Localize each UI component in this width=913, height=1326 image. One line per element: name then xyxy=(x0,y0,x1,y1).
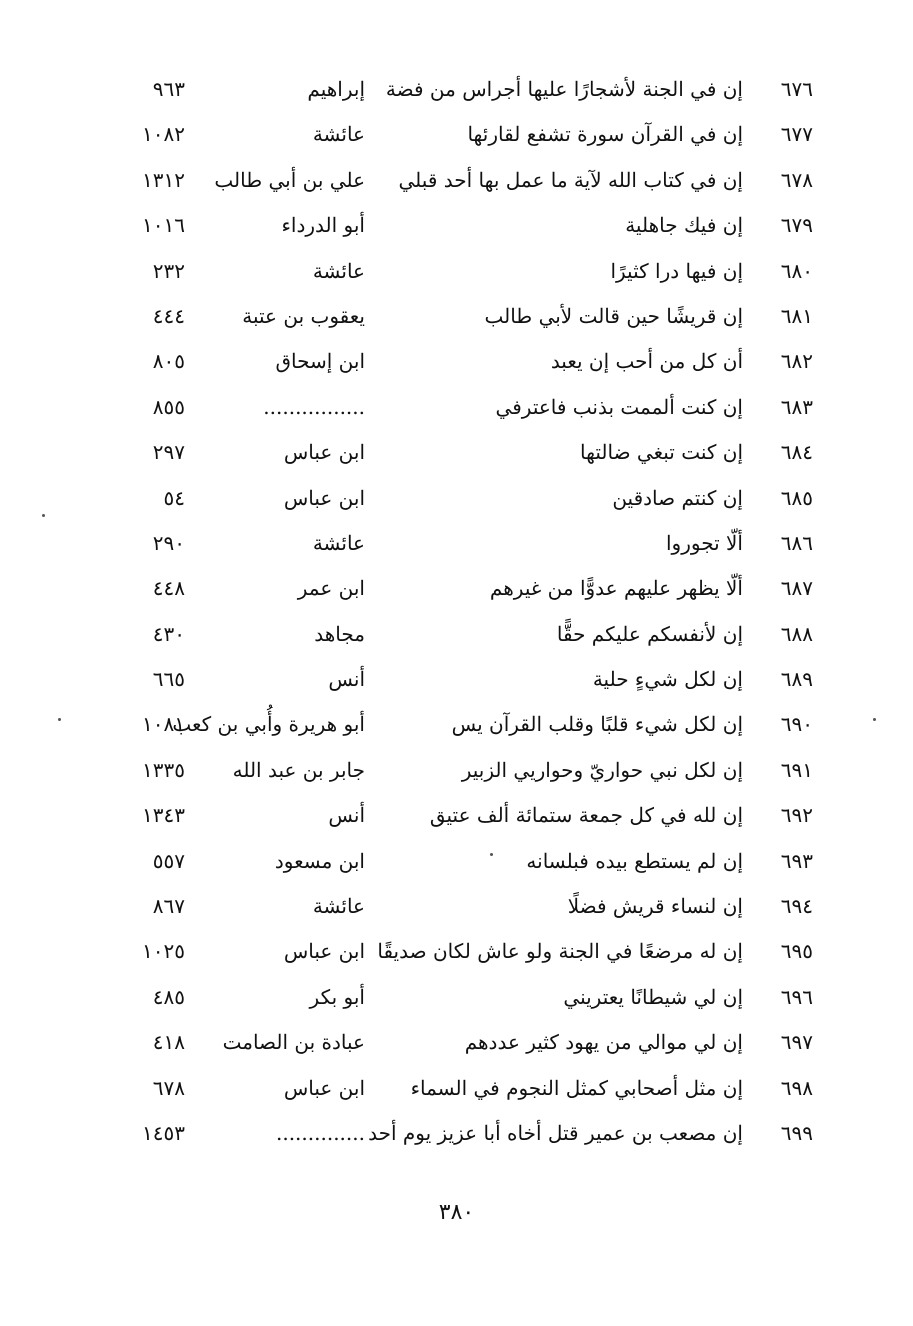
hadith-text: إن كنت تبغي ضالتها xyxy=(580,440,743,465)
page-reference: ١٠١٦ xyxy=(142,213,185,238)
narrator-name: عبادة بن الصامت xyxy=(222,1030,365,1055)
index-row xyxy=(0,796,913,841)
entry-number: ٦٩٨ xyxy=(780,1075,813,1100)
page-reference: ١٣١٢ xyxy=(142,167,185,192)
hadith-text: إن فيك جاهلية xyxy=(625,213,743,238)
entry-number: ٦٩٣ xyxy=(780,848,813,873)
hadith-text: إن لنساء قريش فضلًا xyxy=(567,894,743,919)
page-reference: ١٣٣٥ xyxy=(142,757,185,782)
page-reference: ٥٤ xyxy=(163,485,185,510)
entry-number: ٦٨٤ xyxy=(780,440,813,465)
page-reference: ٤١٨ xyxy=(152,1030,185,1055)
narrator-name: أنس xyxy=(328,803,365,828)
hadith-text: ألّا تجوروا xyxy=(665,530,743,555)
index-row xyxy=(0,751,913,796)
narrator-name: إبراهيم xyxy=(307,77,365,101)
narrator-name: ابن إسحاق xyxy=(275,349,365,374)
index-row xyxy=(0,1114,913,1159)
page-reference: ٨٦٧ xyxy=(152,894,185,919)
index-row xyxy=(0,705,913,750)
narrator-name: مجاهد xyxy=(314,621,365,646)
hadith-text: إن كنتم صادقين xyxy=(612,485,743,510)
page-reference: ٢٣٢ xyxy=(152,258,185,283)
page-reference: ٤٤٨ xyxy=(152,576,185,601)
index-row xyxy=(0,615,913,660)
entry-number: ٦٩٧ xyxy=(780,1030,813,1055)
index-row xyxy=(0,342,913,387)
hadith-text: إن له مرضعًا في الجنة ولو عاش لكان صديقًا xyxy=(377,939,743,964)
entry-number: ٦٩٦ xyxy=(780,984,813,1009)
entry-number: ٦٨٠ xyxy=(780,258,813,283)
narrator-name: ابن عباس xyxy=(283,440,365,465)
hadith-text: إن لكل شيء قلبًا وقلب القرآن يس xyxy=(451,712,743,737)
scan-speck xyxy=(42,514,45,517)
entry-number: ٦٨٥ xyxy=(780,485,813,510)
hadith-text: إن لم يستطع بيده فبلسانه xyxy=(526,848,743,873)
index-row xyxy=(0,297,913,342)
hadith-text: إن مثل أصحابي كمثل النجوم في السماء xyxy=(410,1075,743,1100)
hadith-text: إن لي شيطانًا يعتريني xyxy=(563,984,743,1009)
entry-number: ٦٨٣ xyxy=(780,394,813,419)
narrator-name: يعقوب بن عتبة xyxy=(242,303,365,328)
narrator-name: عائشة xyxy=(312,530,365,555)
scan-speck xyxy=(58,718,61,721)
index-row xyxy=(0,161,913,206)
narrator-name: عائشة xyxy=(312,258,365,283)
entry-number: ٦٩١ xyxy=(780,757,813,782)
index-row xyxy=(0,887,913,932)
index-row xyxy=(0,524,913,569)
page-reference: ٦٦٥ xyxy=(152,667,185,692)
page-reference: ١٤٥٣ xyxy=(142,1120,185,1145)
hadith-text: إن لله في كل جمعة ستمائة ألف عتيق xyxy=(429,803,743,828)
narrator-name: ابن عباس xyxy=(283,939,365,964)
entry-number: ٦٧٧ xyxy=(780,122,813,147)
narrator-name: أبو الدرداء xyxy=(281,213,365,238)
index-row xyxy=(0,978,913,1023)
hadith-text: أن كل من أحب إن يعبد xyxy=(550,349,743,374)
entry-number: ٦٩٠ xyxy=(780,712,813,737)
hadith-text: إن لي موالي من يهود كثير عددهم xyxy=(464,1030,743,1055)
narrator-name: أبو هريرة وأُبي بن كعب xyxy=(172,712,365,737)
hadith-text: إن فيها درا كثيرًا xyxy=(610,258,743,283)
narrator-name: عائشة xyxy=(312,894,365,919)
page-reference: ١٣٤٣ xyxy=(142,803,185,828)
index-row xyxy=(0,660,913,705)
entry-number: ٦٨٧ xyxy=(780,576,813,601)
scan-speck xyxy=(873,718,876,721)
page-reference: ٤٣٠ xyxy=(152,621,185,646)
entry-number: ٦٨٨ xyxy=(780,621,813,646)
narrator-name: ابن عباس xyxy=(283,1075,365,1100)
hadith-text: إن لأنفسكم عليكم حقًّا xyxy=(556,621,743,646)
page-reference: ٨٠٥ xyxy=(152,349,185,374)
entry-number: ٦٨٩ xyxy=(780,667,813,692)
hadith-text: ألّا يظهر عليهم عدوًّا من غيرهم xyxy=(489,576,743,601)
narrator-name: ابن عباس xyxy=(283,485,365,510)
page-reference: ١٠٢٥ xyxy=(142,939,185,964)
entry-number: ٦٨٢ xyxy=(780,349,813,374)
index-row xyxy=(0,842,913,887)
index-row xyxy=(0,206,913,251)
index-row xyxy=(0,1023,913,1068)
narrator-name: علي بن أبي طالب xyxy=(214,167,365,192)
entry-number: ٦٧٨ xyxy=(780,167,813,192)
hadith-text: إن في الجنة لأشجارًا عليها أجراس من فضة xyxy=(385,77,743,101)
hadith-text: إن لكل شيءٍ حلية xyxy=(592,667,743,692)
page-reference: ٥٥٧ xyxy=(152,848,185,873)
hadith-text: إن في القرآن سورة تشفع لقارئها xyxy=(467,122,743,147)
index-row xyxy=(0,70,913,115)
entry-number: ٦٧٦ xyxy=(780,77,813,101)
index-row xyxy=(0,388,913,433)
hadith-text: إن لكل نبي حواريّ وحواريي الزبير xyxy=(461,757,743,782)
narrator-name: ................ xyxy=(263,394,365,419)
entry-number: ٦٩٢ xyxy=(780,803,813,828)
entry-number: ٦٩٩ xyxy=(780,1120,813,1145)
index-row xyxy=(0,932,913,977)
index-row xyxy=(0,115,913,160)
entry-number: ٦٩٤ xyxy=(780,894,813,919)
page-reference: ٢٩٠ xyxy=(152,530,185,555)
index-row xyxy=(0,1069,913,1114)
page-number: ٣٨٠ xyxy=(438,1200,475,1225)
index-row xyxy=(0,569,913,614)
page-reference: ٤٨٥ xyxy=(152,984,185,1009)
page-reference: ٤٤٤ xyxy=(152,303,185,328)
entry-number: ٦٨١ xyxy=(780,303,813,328)
narrator-name: ابن مسعود xyxy=(274,848,365,873)
page-reference: ٩٦٣ xyxy=(152,77,185,101)
page-reference: ١٠٨١ xyxy=(142,712,185,737)
index-row xyxy=(0,252,913,297)
hadith-index-table xyxy=(0,70,913,1159)
narrator-name: عائشة xyxy=(312,122,365,147)
page-reference: ٦٧٨ xyxy=(152,1075,185,1100)
hadith-text: إن في كتاب الله لآية ما عمل بها أحد قبلي xyxy=(398,167,743,192)
hadith-text: إن كنت ألممت بذنب فاعترفي xyxy=(495,394,743,419)
narrator-name: أبو بكر xyxy=(309,984,365,1009)
narrator-name: ابن عمر xyxy=(297,576,365,601)
entry-number: ٦٨٦ xyxy=(780,530,813,555)
page-reference: ١٠٨٢ xyxy=(142,122,185,147)
narrator-name: جابر بن عبد الله xyxy=(232,757,365,782)
page-reference: ٨٥٥ xyxy=(152,394,185,419)
scan-speck xyxy=(490,853,493,856)
hadith-text: إن مصعب بن عمير قتل أخاه أبا عزيز يوم أحد xyxy=(368,1120,743,1145)
hadith-text: إن قريشًا حين قالت لأبي طالب xyxy=(484,303,743,328)
narrator-name: .............. xyxy=(275,1120,365,1145)
entry-number: ٦٩٥ xyxy=(780,939,813,964)
narrator-name: أنس xyxy=(328,667,365,692)
index-row xyxy=(0,479,913,524)
page-reference: ٢٩٧ xyxy=(152,440,185,465)
index-row xyxy=(0,433,913,478)
entry-number: ٦٧٩ xyxy=(780,213,813,238)
